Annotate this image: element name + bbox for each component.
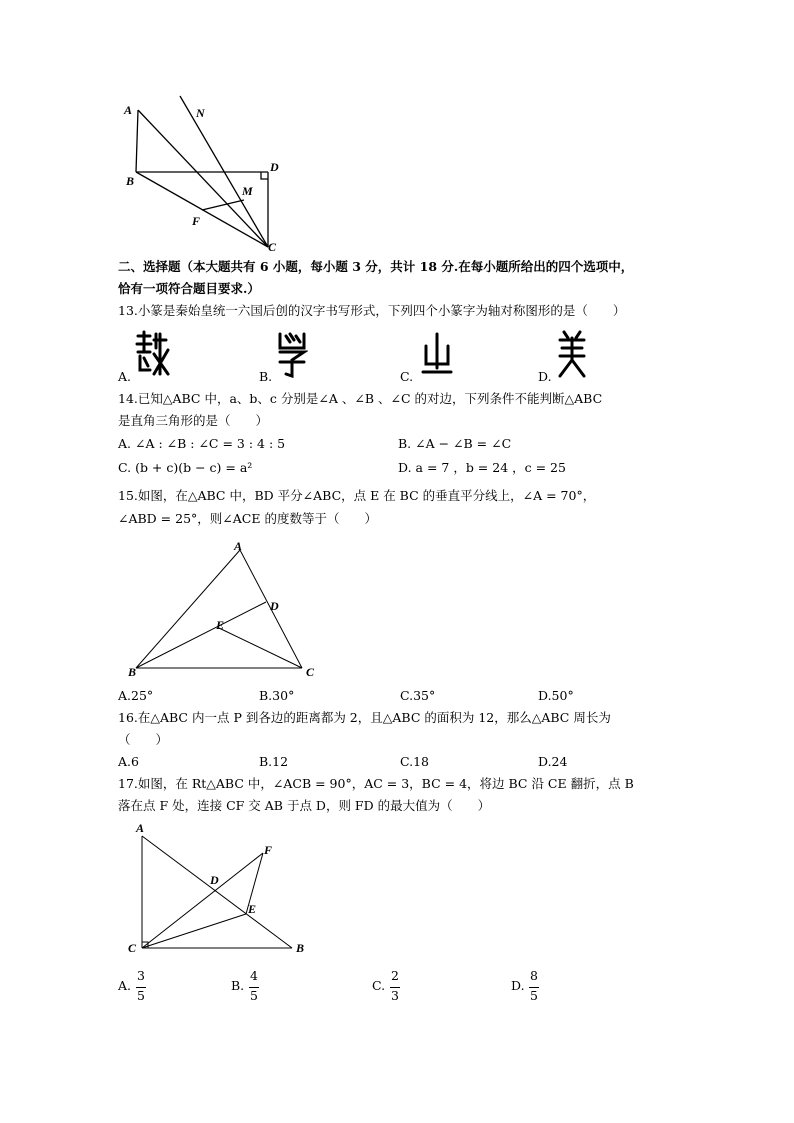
q14-option-a: A. ∠A : ∠B : ∠C = 3 : 4 : 5 [118,436,286,451]
q17-option-b [231,968,271,1008]
q17-option-c-numerator: 2 [391,968,399,983]
seal-char-xue-icon [276,330,308,378]
q16-stem-line1: 16.在△ABC 内一点 P 到各边的距离都为 2，且△ABC 的面积为 12，那么△ABC 周长为 [118,710,611,725]
q17-option-c-denominator: 3 [391,988,399,1003]
q17-stem-line1: 17.如图，在 Rt△ABC 中，∠ACB = 90°，AC = 3，BC = 4，将边 BC 沿 CE 翻折，点 B [118,776,634,791]
q15-label-B: B [128,665,137,679]
segment-AB [136,110,138,172]
q15-stem-line1: 15.如图，在△ABC 中，BD 平分∠ABC，点 E 在 BC 的垂直平分线上，∠A = 70°， [118,488,596,503]
section-heading-line2: 恰有一项符合题目要求.） [118,281,260,296]
q17-option-d-prefix: D. [511,978,525,993]
q13-option-c: C. [400,369,414,384]
q15-label-C: C [306,665,315,679]
q17-label-B: B [296,941,305,955]
label-N: N [196,106,205,120]
q14-option-b: B. ∠A − ∠B = ∠C [398,436,512,451]
q17-option-a [118,968,158,1008]
q17-label-D: D [210,873,219,887]
q15-stem-line2: ∠ABD = 25°，则∠ACE 的度数等于（ ） [118,511,377,526]
q15-triangle-figure [120,538,330,683]
q14-stem-line1: 14.已知△ABC 中，a、b、c 分别是∠A 、∠B 、∠C 的对边，下列条件不能判断△ABC [118,391,603,406]
segment-AC [138,110,268,247]
q15-segment-BD [136,602,266,668]
label-C: C [268,240,277,254]
right-angle-mark [261,172,268,179]
q17-label-E: E [248,902,257,916]
q15-segment-AB [136,550,240,668]
q16-option-d: D.24 [538,754,568,769]
label-F: F [192,214,201,228]
q17-segment-CF [142,853,263,948]
q15-option-b: B.30° [259,688,295,703]
q17-option-d-denominator: 5 [530,988,538,1003]
q17-option-c [372,968,412,1008]
q15-option-a: A.25° [118,688,154,703]
q17-segment-CE [142,914,246,948]
q15-label-D: D [270,599,279,613]
q17-stem-line2: 落在点 F 处，连接 CF 交 AB 于点 D，则 FD 的最大值为（ ） [118,798,491,813]
q13-stem: 13.小篆是秦始皇统一六国后创的汉字书写形式，下列四个小篆字为轴对称图形的是（ ） [118,303,626,318]
q14-stem-line2: 是直角三角形的是（ ） [118,413,269,428]
q17-option-a-denominator: 5 [137,988,145,1003]
q15-option-c: C.35° [400,688,436,703]
q17-option-d [511,968,551,1008]
q15-label-E: E [216,618,225,632]
q13-option-a: A. [118,369,132,384]
top-geometry-figure [118,92,298,257]
q16-stem-line2: （ ） [118,732,169,747]
q17-label-C: C [128,941,137,955]
q17-option-a-prefix: A. [118,978,132,993]
label-M: M [242,184,253,198]
seal-char-mei-icon [556,330,588,378]
q17-label-F: F [264,843,273,857]
label-B: B [126,174,135,188]
q15-label-A: A [234,539,243,553]
q13-option-d: D. [538,369,552,384]
q17-label-A: A [136,821,145,835]
seal-char-zhi-icon [420,330,454,378]
q17-option-c-prefix: C. [372,978,386,993]
q15-option-d: D.50° [538,688,574,703]
q16-option-a: A.6 [118,754,139,769]
label-D: D [270,160,279,174]
q14-option-c: C. (b + c)(b − c) = a² [118,460,253,475]
q17-option-d-numerator: 8 [530,968,538,983]
seal-char-shu-icon [134,330,170,378]
q16-option-b: B.12 [259,754,289,769]
q14-option-d: D. a = 7 ，b = 24 ，c = 25 [398,460,566,475]
q17-option-b-numerator: 4 [250,968,258,983]
label-A: A [124,103,133,117]
section-heading-line1: 二、选择题（本大题共有 6 小题，每小题 3 分，共计 18 分.在每小题所给出的四个选项中， [118,259,634,274]
q17-option-b-prefix: B. [231,978,245,993]
q17-option-b-denominator: 5 [250,988,258,1003]
q13-option-b: B. [259,369,273,384]
q17-right-triangle-figure [120,818,320,958]
q16-option-c: C.18 [400,754,429,769]
q17-option-a-numerator: 3 [137,968,145,983]
segment-FM [202,200,244,210]
q15-segment-EC [219,628,302,668]
